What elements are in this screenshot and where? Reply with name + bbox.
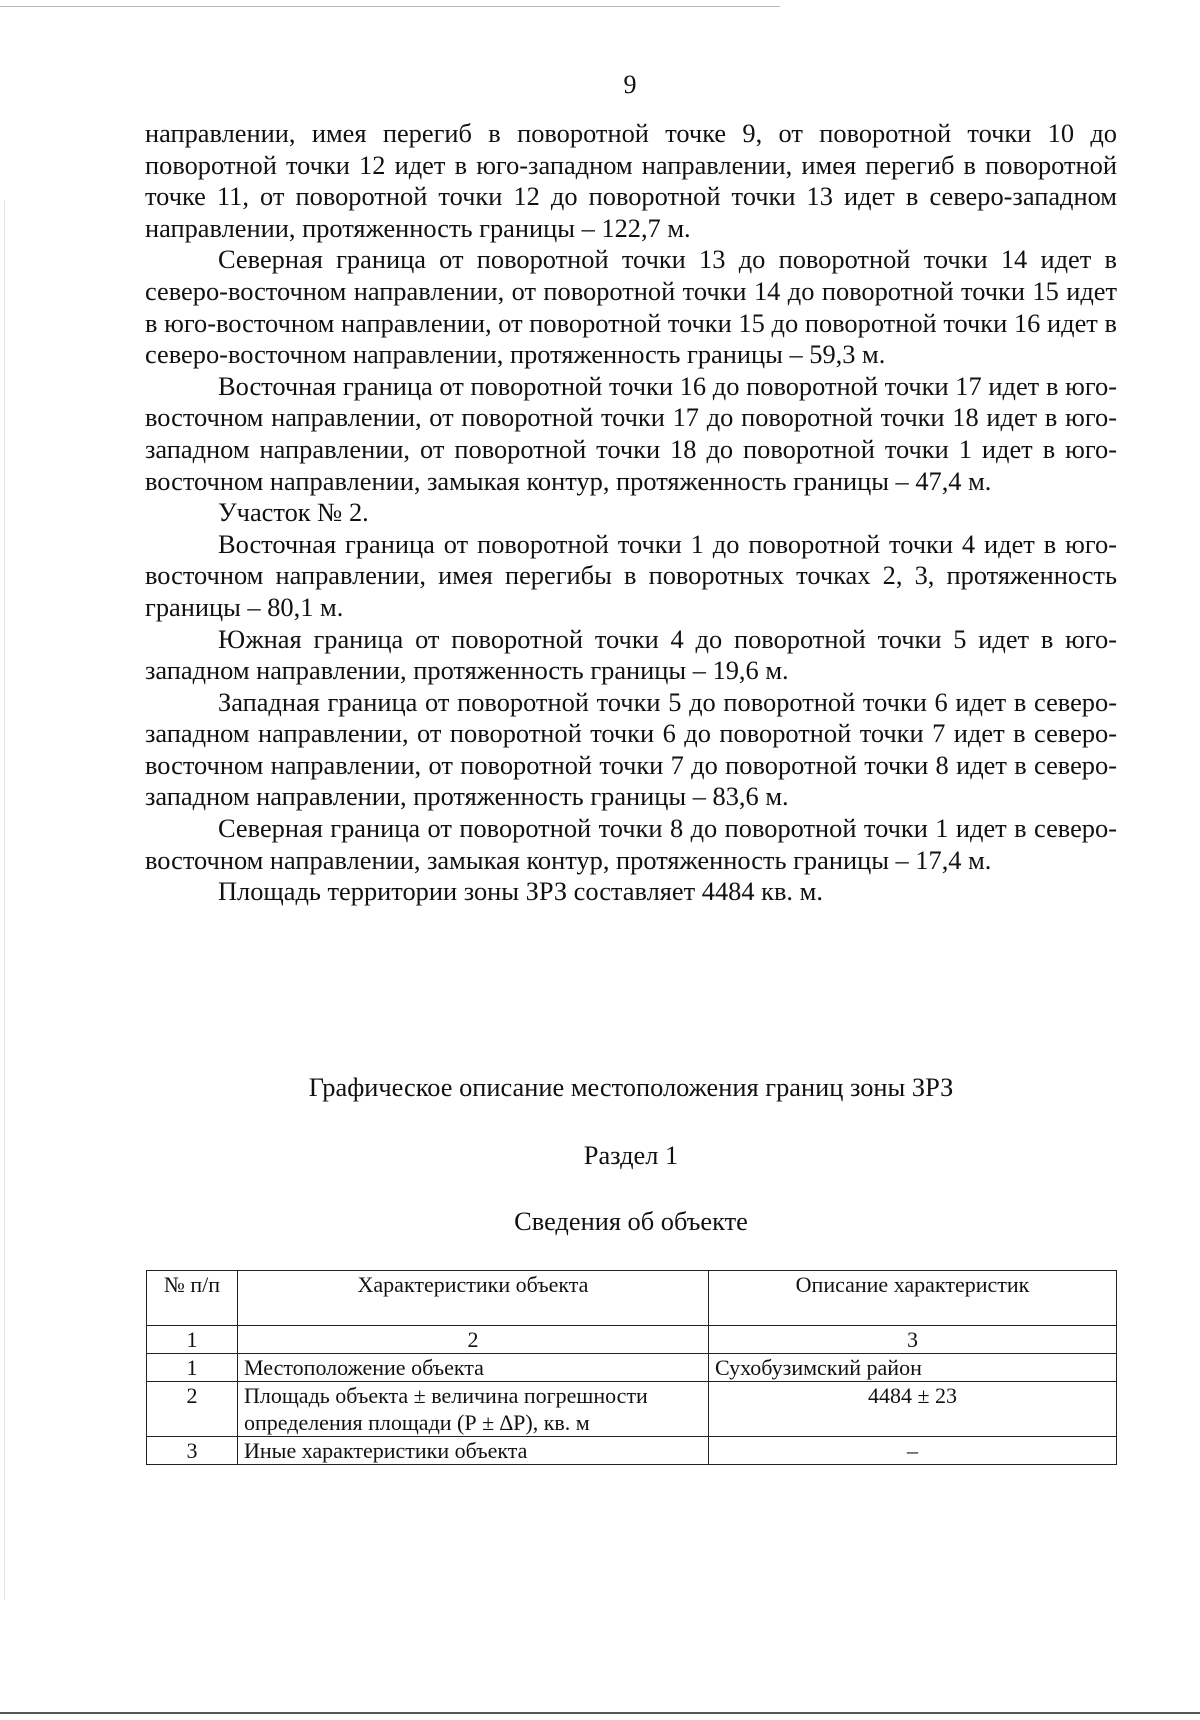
scan-edge-bottom [0, 1712, 1200, 1714]
paragraph-north-boundary-1: Северная граница от поворотной точки 13 до поворотной точки 14 идет в северо-восточном направлении, от поворотной точки 14 до поворотной точки 15 идет в юго-восточном направлении, от поворотной точки 15 до поворотной точки 16 идет в северо-восточном направлении, протяженность границы – 59,3 м. [145, 244, 1117, 370]
column-number-3: 3 [709, 1326, 1117, 1354]
section-title: Графическое описание местоположения границ зоны ЗРЗ [308, 1072, 954, 1102]
column-number-2: 2 [238, 1326, 709, 1354]
header-description: Описание характеристик [709, 1271, 1117, 1326]
table-row [147, 1382, 1117, 1437]
paragraph-east-boundary-2: Восточная граница от поворотной точки 1 до поворотной точки 4 идет в юго-восточном направлении, имея перегибы в поворотных точках 2, 3, протяженность границы – 80,1 м. [145, 528, 1117, 622]
paragraph-south-boundary-2: Южная граница от поворотной точки 4 до поворотной точки 5 идет в юго-западном направлении, протяженность границы – 19,6 м. [145, 623, 1117, 686]
object-info-table [146, 1270, 1117, 1465]
scan-edge-top [0, 6, 780, 7]
body-text [145, 118, 1117, 908]
paragraph-west-boundary-2: Западная граница от поворотной точки 5 до поворотной точки 6 идет в северо-западном направлении, от поворотной точки 6 до поворотной точки 7 идет в северо-восточном направлении, от поворотной точки 7 до поворотной точки 8 идет в северо-западном направлении, протяженность границы – 83,6 м. [145, 686, 1117, 812]
header-characteristic: Характеристики объекта [238, 1271, 709, 1326]
table-numbering-row [147, 1326, 1117, 1354]
table-title: Сведения об объекте [514, 1206, 748, 1236]
row-description: Сухобузимский район [709, 1354, 1117, 1382]
scan-edge-left [4, 200, 5, 1600]
section-label: Раздел 1 [583, 1140, 679, 1170]
row-characteristic: Иные характеристики объекта [238, 1437, 709, 1465]
row-description: – [709, 1437, 1117, 1465]
table-row [147, 1354, 1117, 1382]
row-number: 1 [147, 1354, 238, 1382]
row-number: 3 [147, 1437, 238, 1465]
paragraph-east-boundary-1: Восточная граница от поворотной точки 16 до поворотной точки 17 идет в юго-восточном направлении, от поворотной точки 17 до поворотной точки 18 идет в юго-западном направлении, от поворотной точки 18 до поворотной точки 1 идет в юго-восточном направлении, замыкая контур, протяженность границы – 47,4 м. [145, 370, 1117, 496]
header-number: № п/п [147, 1271, 238, 1326]
paragraph-area: Площадь территории зоны ЗРЗ составляет 4484 кв. м. [218, 876, 823, 907]
paragraph-continuation: направлении, имея перегиб в поворотной точке 9, от поворотной точки 10 до поворотной точки 12 идет в юго-западном направлении, имея перегиб в поворотной точке 11, от поворотной точки 12 до поворотной точки 13 идет в северо-западном направлении, протяженность границы – 122,7 м. [145, 118, 1117, 243]
paragraph-north-boundary-2: Северная граница от поворотной точки 8 до поворотной точки 1 идет в северо-восточном направлении, замыкая контур, протяженность границы – 17,4 м. [145, 813, 1117, 875]
table-row [147, 1437, 1117, 1465]
row-characteristic: Местоположение объекта [238, 1354, 709, 1382]
table-header-row [147, 1271, 1117, 1326]
row-description: 4484 ± 23 [709, 1382, 1117, 1437]
row-characteristic: Площадь объекта ± величина погрешности определения площади (Р ± ∆Р), кв. м [238, 1382, 709, 1437]
page-number: 9 [623, 70, 637, 99]
plot-label: Участок № 2. [218, 497, 369, 528]
column-number-1: 1 [147, 1326, 238, 1354]
row-number: 2 [147, 1382, 238, 1437]
